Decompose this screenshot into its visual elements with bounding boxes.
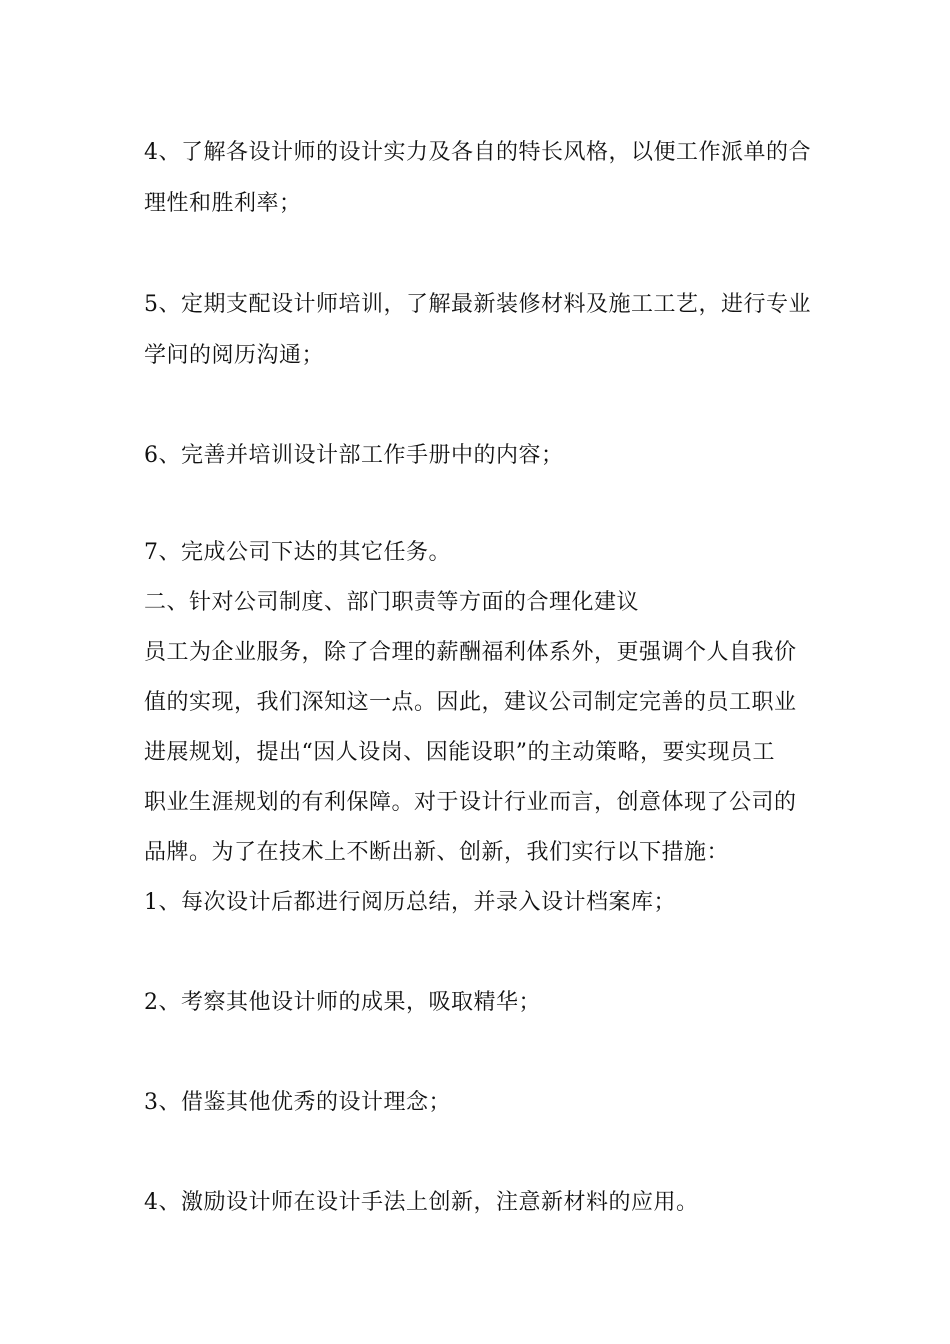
list-item-7: 7、完成公司下达的其它任务。 <box>144 540 451 565</box>
measure-item-2: 2、考察其他设计师的成果，吸取精华； <box>144 990 541 1015</box>
list-item-5-line-2: 学问的阅历沟通； <box>144 343 325 368</box>
paragraph-line-2: 值的实现，我们深知这一点。因此，建议公司制定完善的员工职业 <box>144 690 797 715</box>
paragraph-line-1: 员工为企业服务，除了合理的薪酬福利体系外，更强调个人自我价 <box>144 640 797 665</box>
paragraph-line-4: 职业生涯规划的有利保障。对于设计行业而言，创意体现了公司的 <box>144 790 797 815</box>
measure-item-3: 3、借鉴其他优秀的设计理念； <box>144 1090 451 1115</box>
list-item-5-line-1: 5、定期支配设计师培训，了解最新装修材料及施工工艺，进行专业 <box>144 292 811 317</box>
paragraph-line-5: 品牌。为了在技术上不断出新、创新，我们实行以下措施： <box>144 840 730 865</box>
measure-item-1: 1、每次设计后都进行阅历总结，并录入设计档案库； <box>144 890 676 915</box>
paragraph-line-3: 进展规划，提出“因人设岗、因能设职”的主动策略，要实现员工 <box>144 740 775 765</box>
section-heading: 二、针对公司制度、部门职责等方面的合理化建议 <box>144 590 640 615</box>
measure-item-4: 4、激励设计师在设计手法上创新，注意新材料的应用。 <box>144 1190 699 1215</box>
list-item-4-line-2: 理性和胜利率； <box>144 191 302 216</box>
list-item-6: 6、完善并培训设计部工作手册中的内容； <box>144 443 564 468</box>
list-item-4-line-1: 4、了解各设计师的设计实力及各自的特长风格，以便工作派单的合 <box>144 140 811 165</box>
